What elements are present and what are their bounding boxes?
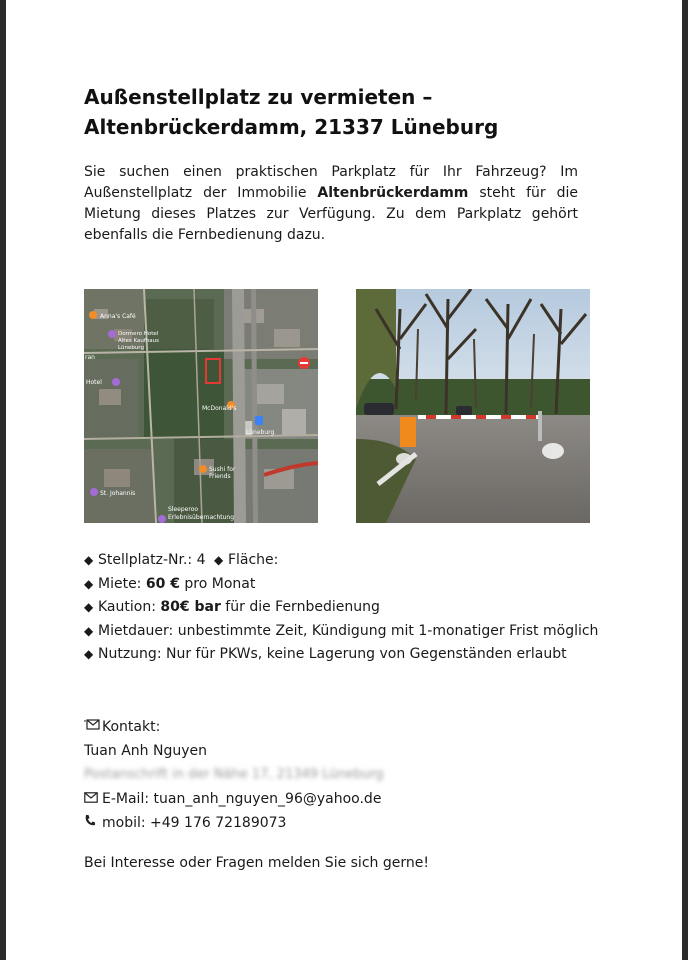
contact-heading xyxy=(84,715,624,739)
diamond-bullet-icon: ◆ xyxy=(84,553,94,567)
kaution-label: Kaution: xyxy=(98,599,161,615)
page-title xyxy=(84,82,604,142)
diamond-bullet-icon: ◆ xyxy=(213,553,224,567)
kaution-rest: für die Fernbedienung xyxy=(220,599,380,615)
envelope-arrow-icon xyxy=(84,716,102,740)
detail-row-stellplatz xyxy=(84,549,624,573)
diamond-bullet-icon: ◆ xyxy=(84,647,94,661)
svg-text:Lüneburg: Lüneburg xyxy=(118,345,144,351)
parking-photo xyxy=(356,289,590,523)
svg-text:Friends: Friends xyxy=(209,473,231,480)
mietdauer-text: Mietdauer: unbestimmte Zeit, Kündigung mit 1-monatiger Frist möglich xyxy=(98,622,599,639)
document-page xyxy=(6,0,682,960)
kaution-value: 80€ bar xyxy=(160,599,221,615)
intro-text-1: Sie suchen einen praktischen Parkplatz für Ihr Fahrzeug? Im Außenstellplatz der Immobilie xyxy=(84,164,578,201)
email-text[interactable]: E-Mail: tuan_anh_nguyen_96@yahoo.de xyxy=(102,791,382,807)
detail-row-nutzung xyxy=(84,643,624,667)
svg-text:Dormero Hotel: Dormero Hotel xyxy=(118,331,159,337)
title-line-1: Außenstellplatz zu vermieten – xyxy=(84,85,433,109)
detail-row-miete xyxy=(84,573,624,597)
intro-paragraph xyxy=(84,162,578,246)
phone-text[interactable]: mobil: +49 176 72189073 xyxy=(102,815,287,831)
blurred-address: Postanschrift in der Nähe 17, 21349 Lüneburg xyxy=(84,767,384,782)
detail-row-kaution xyxy=(84,596,624,620)
svg-text:Erlebnisübernachtung: Erlebnisübernachtung xyxy=(168,514,235,521)
svg-text:Sleeperoo: Sleeperoo xyxy=(168,506,199,513)
contact-block xyxy=(84,715,624,835)
svg-text:Lüneburg: Lüneburg xyxy=(246,429,275,436)
nutzung-text: Nutzung: Nur für PKWs, keine Lagerung von Gegenständen erlaubt xyxy=(98,646,567,662)
svg-text:St. Johannis: St. Johannis xyxy=(100,490,136,497)
stellplatz-nr: Stellplatz-Nr.: 4 xyxy=(98,552,206,568)
envelope-icon xyxy=(84,788,102,812)
miete-rest: pro Monat xyxy=(179,575,256,592)
diamond-bullet-icon: ◆ xyxy=(84,623,94,638)
svg-text:McDonald's: McDonald's xyxy=(202,405,237,412)
intro-bold-address: Altenbrückerdamm xyxy=(317,185,469,201)
details-list xyxy=(84,549,624,667)
intro-text-2: steht für die Mietung dieses Platzes zur Verfügung. Zu dem Parkplatz gehört ebenfalls die Fernbedienung dazu. xyxy=(84,185,578,243)
diamond-bullet-icon: ◆ xyxy=(84,600,94,614)
svg-text:Altes Kaufhaus: Altes Kaufhaus xyxy=(118,338,159,344)
detail-row-mietdauer xyxy=(84,620,624,644)
svg-text:ran: ran xyxy=(85,354,95,361)
kontakt-label: Kontakt: xyxy=(102,719,161,735)
contact-phone xyxy=(84,811,624,835)
phone-icon xyxy=(84,812,102,836)
contact-name: Tuan Anh Nguyen xyxy=(84,743,207,759)
miete-value: 60 € xyxy=(145,575,180,592)
title-line-2: Altenbrückerdamm, 21337 Lüneburg xyxy=(84,115,499,139)
contact-email xyxy=(84,787,624,811)
svg-text:Sushi for: Sushi for xyxy=(209,466,236,473)
flaeche: Fläche: xyxy=(227,552,279,568)
svg-text:Hotel: Hotel xyxy=(86,379,102,386)
diamond-bullet-icon: ◆ xyxy=(84,576,94,591)
miete-label: Miete: xyxy=(98,575,146,592)
closing-text: Bei Interesse oder Fragen melden Sie sich gerne! xyxy=(84,855,429,871)
map-image xyxy=(84,289,318,523)
svg-text:Anna's Café: Anna's Café xyxy=(100,313,136,320)
